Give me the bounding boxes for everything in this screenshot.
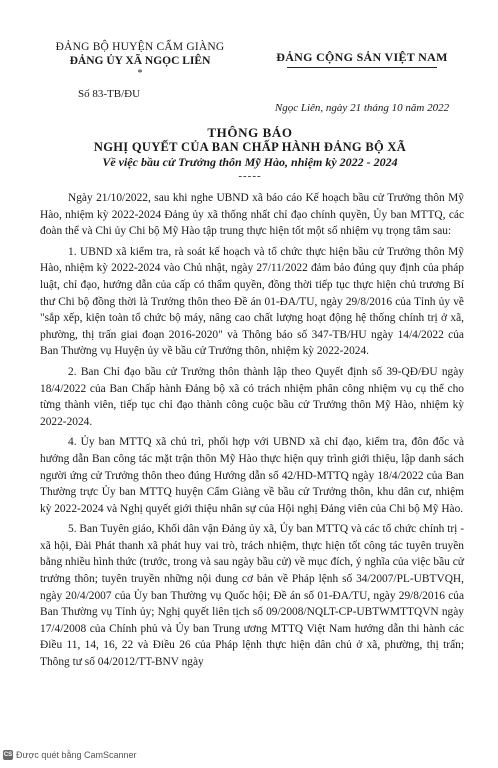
- document-subject: Về việc bầu cử Trưởng thôn Mỹ Hào, nhiệm kỳ 2022 - 2024: [102, 155, 398, 169]
- party-committee-commune: ĐẢNG ỦY XÃ NGỌC LIÊN: [69, 55, 211, 67]
- document-title-block: [40, 125, 460, 182]
- party-name-block: [262, 50, 462, 68]
- scanner-watermark: [3, 750, 137, 760]
- paragraph-item-2: 2. Ban Chỉ đạo bầu cử Trưởng thôn thành lập theo Quyết định số 39-QĐ/ĐU ngày 18/4/2022 của Ban Chấp hành Đảng bộ xã có trách nhiệm phân công nhiệm vụ cụ thể cho từng thành viên, tiếp tục chỉ đạo thành công cuộc bầu cử Trưởng thôn Mỹ Hào, nhiệm kỳ 2022-2024.: [40, 365, 464, 428]
- paragraph-item-1: 1. UBND xã kiểm tra, rà soát kế hoạch và tổ chức thực hiện bầu cử Trưởng thôn Mỹ Hào, nhiệm kỳ 2022-2024 vào Chủ nhật, ngày 27/11/2022 đảm bảo đúng quy định của pháp luật, chỉ đạo, hướng dẫn của cấp có thẩm quyền, đồng thời tiếp tục thực hiện chủ trương Bí thư Chi bộ đồng thời là Trưởng thôn theo Đề án 01-ĐA/TU, ngày 29/8/2016 của Tỉnh ủy về "sắp xếp, kiện toàn tổ chức bộ máy, nâng cao chất lượng hoạt động hệ thống chính trị ở xã, phường, thị trấn giai đoạn 2016-2020" và Thông báo số 347-TB/HU ngày 14/4/2022 của Ban Thường vụ Huyện ủy về bầu cử Trưởng thôn, nhiệm kỳ 2022-2024.: [40, 245, 464, 358]
- issuing-agency-block: [40, 40, 240, 101]
- document-type: THÔNG BÁO: [207, 125, 293, 140]
- party-name-underline: [287, 67, 437, 68]
- camscanner-logo-icon: CS: [3, 752, 13, 758]
- paragraph-item-4: 4. Ủy ban MTTQ xã chủ trì, phối hợp với UBND xã chỉ đạo, kiểm tra, đôn đốc và hướng dẫn Ban công tác mặt trận thôn Mỹ Hào thực hiện quy trình giới thiệu, lập danh sách người ứng cử Trưởng thôn theo đúng Hướng dẫn số 42/HD-MTTQ ngày 18/4/2022 của Ban Thường trực Ủy ban MTTQ huyện Cẩm Giàng về bầu cử Trưởng thôn, khu dân cư, nhiệm kỳ 2022-2024 và Nghị quyết giới thiệu nhân sự của Hội nghị Đảng viên của Chi bộ Mỹ Hào.: [40, 436, 464, 515]
- star-separator: *: [137, 68, 143, 79]
- party-committee-district: ĐẢNG BỘ HUYỆN CẨM GIÀNG: [55, 41, 225, 53]
- paragraph-item-5: 5. Ban Tuyên giáo, Khối dân vận Đảng ủy xã, Ủy ban MTTQ và các tổ chức chính trị - xã hội, Đài Phát thanh xã phát huy vai trò, trách nhiệm, thực hiện tốt công tác tuyên truyền bằng nhiều hình thức (trước, trong và sau ngày bầu cử) về mục đích, ý nghĩa của việc bầu cử trưởng thôn; tuyên truyền những nội dung cơ bản về Pháp lệnh số 34/2007/PL-UBTVQH, ngày 20/4/2007 của Ủy ban Thường vụ Quốc hội; Đề án số 01-ĐA/TU, ngày 29/8/2016 của Ban Thường vụ Tỉnh ủy; Nghị quyết liên tịch số 09/2008/NQLT-CP-UBTWMTTQVN ngày 17/4/2008 của Chính phủ và Ủy ban Trung ương MTTQ Việt Nam hướng dẫn thi hành các Điều 11, 14, 16, 22 và Điều 26 của Pháp lệnh thực hiện dân chủ ở xã, phường, thị trấn; Thông tư số 04/2012/TT-BNV ngày: [40, 523, 464, 669]
- document-body: [40, 190, 464, 673]
- party-name: ĐẢNG CỘNG SẢN VIỆT NAM: [276, 50, 448, 64]
- paragraph-intro: Ngày 21/10/2022, sau khi nghe UBND xã báo cáo Kế hoạch bầu cử Trưởng thôn Mỹ Hào, nhiệm kỳ 2022-2024 Đảng ủy xã thống nhất chỉ đạo chính quyền, Ủy ban MTTQ, các đoàn thể và Chi ủy Chi bộ Mỹ Hào tập trung thực hiện tốt một số nhiệm vụ trọng tâm sau:: [40, 192, 464, 238]
- document-number: Số 83-TB/ĐU: [78, 88, 141, 100]
- document-heading: NGHỊ QUYẾT CỦA BAN CHẤP HÀNH ĐẢNG BỘ XÃ: [93, 140, 407, 154]
- document-date: Ngọc Liên, ngày 21 tháng 10 năm 2022: [274, 102, 450, 114]
- title-separator: -----: [238, 170, 262, 182]
- scanner-caption: Được quét bằng CamScanner: [16, 750, 137, 760]
